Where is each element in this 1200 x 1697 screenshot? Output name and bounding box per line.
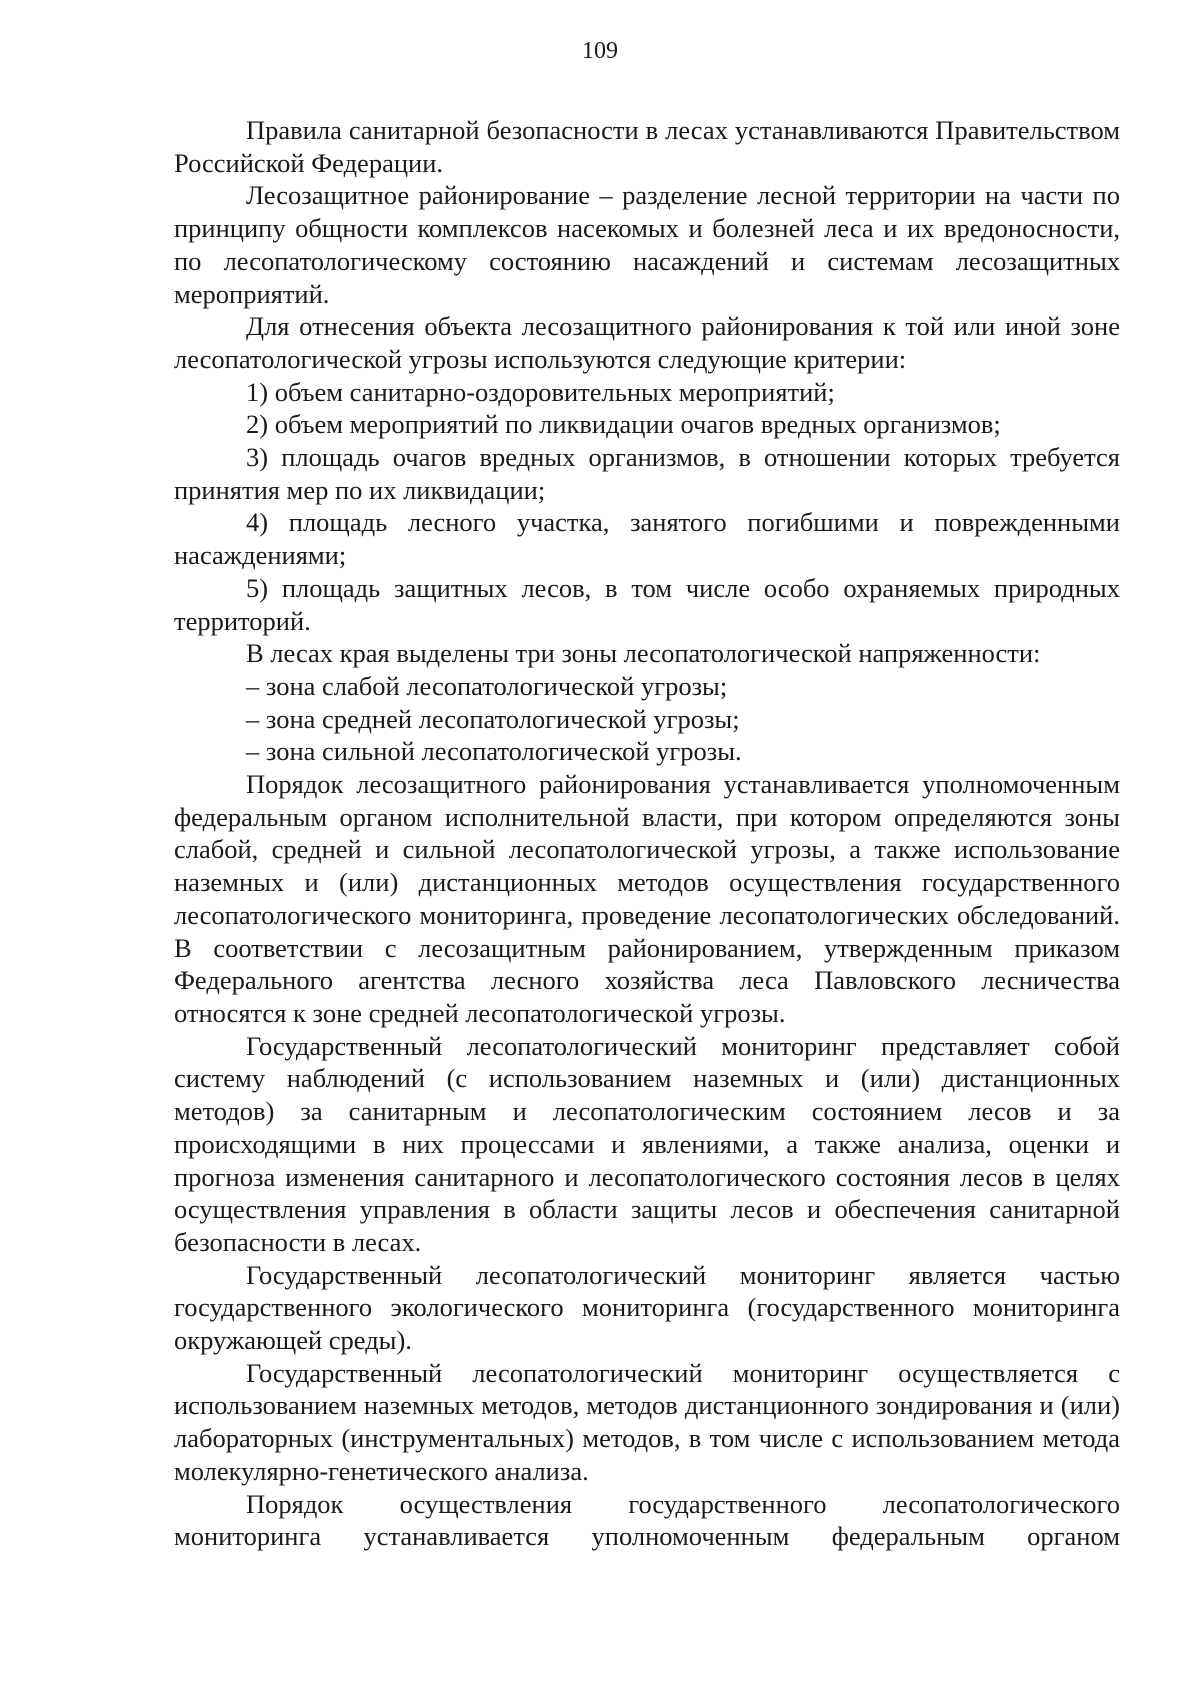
list-item-zone-medium: – зона средней лесопатологической угрозы; [246,703,740,734]
paragraph-forest-zoning-definition: Лесозащитное районирование – разделение лесной территории на части по принципу общности комплексов насекомых и болезней леса и их вредоносности, по лесопатологическому состоянию насаждений и системам лесозащитных мероприятий. [174,180,1120,309]
document-body [174,114,1120,1553]
list-item-zone-weak: – зона слабой лесопатологической угрозы; [246,670,728,701]
paragraph-criteria-intro: Для отнесения объекта лесозащитного районирования к той или иной зоне лесопатологической угрозы используются следующие критерии: [174,311,1120,374]
paragraph-monitoring-definition: Государственный лесопатологический мониторинг представляет собой систему наблюдений (с использованием наземных и (или) дистанционных методов) за санитарным и лесопатологическим состоянием лесов и за происходящими в них процессами и явлениями, а также анализа, оценки и прогноза изменения санитарного и лесопатологического состояния лесов в целях осуществления управления в области защиты лесов и обеспечения санитарной безопасности в лесах. [174,1030,1120,1257]
paragraph-monitoring-part-of: Государственный лесопатологический мониторинг является частью государственного экологического мониторинга (государственного мониторинга окружающей среды). [174,1259,1120,1356]
paragraph-monitoring-procedure: Порядок осуществления государственного лесопатологического мониторинга устанавливается уполномоченным федеральным органом [174,1488,1120,1552]
list-item-criterion-3: 3) площадь очагов вредных организмов, в отношении которых требуется принятия мер по их ликвидации; [174,442,1120,505]
list-item-criterion-5: 5) площадь защитных лесов, в том числе особо охраняемых природных территорий. [174,572,1120,636]
page-number: 109 [582,38,618,64]
paragraph-zoning-procedure: Порядок лесозащитного районирования устанавливается уполномоченным федеральным органом исполнительной власти, при котором определяются зоны слабой, средней и сильной лесопатологической угрозы, а также использование наземных и (или) дистанционных методов осуществления государственного лесопатологического мониторинга, проведение лесопатологических обследований. В соответствии с лесозащитным районированием, утвержденным приказом Федерального агентства лесного хозяйства леса Павловского лесничества относятся к зоне средней лесопатологической угрозы. [174,769,1120,1028]
paragraph-zones-intro: В лесах края выделены три зоны лесопатологической напряженности: [246,638,1041,669]
paragraph-monitoring-methods: Государственный лесопатологический мониторинг осуществляется с использованием наземных методов, методов дистанционного зондирования и (или) лабораторных (инструментальных) методов, в том числе с использованием метода молекулярно-генетического анализа. [174,1357,1120,1486]
list-item-criterion-1: 1) объем санитарно-оздоровительных мероприятий; [246,376,835,407]
list-item-zone-strong: – зона сильной лесопатологической угрозы. [246,736,742,767]
list-item-criterion-2: 2) объем мероприятий по ликвидации очагов вредных организмов; [246,409,1001,440]
list-item-criterion-4: 4) площадь лесного участка, занятого погибшими и поврежденными насаждениями; [174,507,1120,571]
paragraph-sanitary-rules: Правила санитарной безопасности в лесах устанавливаются Правительством Российской Федерации. [174,115,1120,178]
